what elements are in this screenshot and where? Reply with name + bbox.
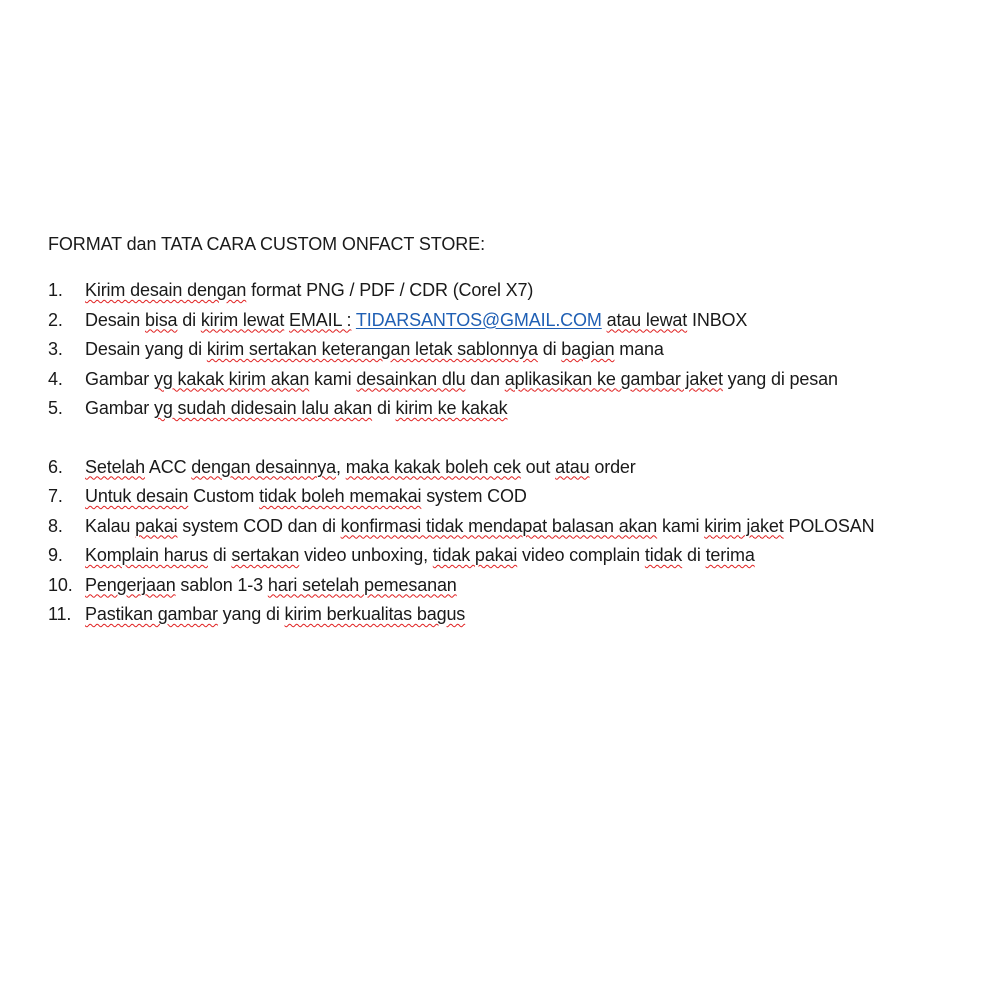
text-segment: video complain	[517, 545, 645, 565]
misspelled-word: kirim sertakan keterangan letak sablonnya	[206, 339, 538, 359]
list-item-number: 7.	[48, 486, 63, 506]
text-segment: di	[682, 545, 706, 565]
misspelled-word: Setelah	[85, 456, 145, 477]
text-segment: di	[537, 339, 562, 359]
list-item-text	[85, 575, 457, 595]
misspelled-word: tidak	[644, 545, 683, 565]
misspelled-word: Komplain harus	[85, 545, 208, 565]
text-segment: Desain	[85, 309, 145, 330]
misspelled-word: konfirmasi tidak mendapat balasan akan	[340, 515, 658, 536]
list-item-text	[85, 516, 874, 536]
text-segment: Kalau	[85, 515, 136, 536]
misspelled-word: maka kakak boleh cek	[345, 456, 521, 477]
misspelled-word: kirim jaket	[704, 515, 784, 536]
misspelled-word: kirim lewat	[200, 309, 285, 330]
list-item-text	[85, 369, 838, 389]
text-segment: POLOSAN	[783, 515, 875, 536]
list-item	[48, 482, 968, 512]
misspelled-word: kirim ke kakak	[395, 398, 508, 418]
list-item-text	[85, 457, 636, 477]
list-item-text	[85, 604, 465, 624]
list-item	[48, 335, 968, 365]
text-segment: dan	[465, 368, 505, 389]
misspelled-word: pakai	[135, 515, 178, 536]
list-item-number: 5.	[48, 398, 63, 418]
document-title: FORMAT dan TATA CARA CUSTOM ONFACT STORE:	[48, 234, 485, 254]
list-item-text	[85, 310, 747, 330]
text-segment: di	[177, 309, 201, 330]
list-item-text	[85, 545, 755, 565]
misspelled-word: Pengerjaan	[85, 574, 176, 595]
list-item	[48, 306, 968, 336]
list-item-number: 6.	[48, 456, 63, 477]
misspelled-word: yg sudah didesain lalu akan	[153, 398, 373, 418]
misspelled-word: Kirim desain dengan	[85, 280, 247, 300]
document-body	[48, 232, 968, 630]
text-segment: Gambar	[85, 398, 154, 418]
text-segment: format PNG / PDF / CDR (Corel X7)	[246, 280, 534, 300]
text-segment: Custom	[188, 486, 260, 506]
misspelled-word: aplikasikan ke gambar jaket	[504, 368, 723, 389]
text-segment: INBOX	[687, 309, 748, 330]
list-item	[48, 600, 968, 630]
instruction-list	[48, 276, 968, 630]
list-item-number: 2.	[48, 309, 63, 330]
list-item	[48, 276, 968, 306]
misspelled-word: Untuk desain	[85, 486, 189, 506]
text-segment: di	[207, 545, 232, 565]
misspelled-word: atau lewat	[606, 309, 688, 330]
text-segment: kami	[309, 368, 357, 389]
list-item	[48, 541, 968, 571]
misspelled-word: tidak boleh memakai	[259, 486, 422, 506]
misspelled-word: sertakan	[231, 545, 300, 565]
text-segment: ACC	[145, 456, 192, 477]
misspelled-word: dengan desainnya	[191, 456, 336, 477]
text-segment: di	[372, 398, 396, 418]
text-segment: mana	[614, 339, 664, 359]
text-segment: video unboxing,	[299, 545, 433, 565]
misspelled-word: kirim berkualitas bagus	[284, 604, 466, 624]
list-item-number: 11.	[48, 604, 72, 624]
list-item-number: 10.	[48, 574, 73, 595]
misspelled-word: Pastikan gambar	[85, 604, 218, 624]
misspelled-word: bisa	[144, 309, 178, 330]
misspelled-word: tidak pakai	[432, 545, 518, 565]
list-item	[48, 512, 945, 542]
text-segment: out	[520, 456, 556, 477]
list-item-number: 1.	[48, 280, 63, 300]
misspelled-word: terima	[705, 545, 755, 565]
text-segment: kami	[657, 515, 705, 536]
list-item-text	[85, 486, 527, 506]
text-segment: Desain yang di	[85, 339, 207, 359]
list-item-number: 9.	[48, 545, 63, 565]
text-segment: order	[589, 456, 636, 477]
misspelled-word: EMAIL :	[289, 309, 352, 330]
misspelled-word: atau	[555, 456, 590, 477]
text-segment: Gambar	[85, 368, 154, 389]
list-item-number: 3.	[48, 339, 63, 359]
text-segment: ,	[336, 456, 346, 477]
text-segment: yang di	[217, 604, 285, 624]
misspelled-word: bagian	[561, 339, 615, 359]
list-item	[48, 453, 968, 483]
text-segment: system COD	[421, 486, 527, 506]
list-item-text	[85, 398, 507, 418]
misspelled-word: hari setelah pemesanan	[267, 574, 457, 595]
email-link[interactable]: TIDARSANTOS@GMAIL.COM	[355, 309, 602, 330]
text-segment: sablon 1-3	[175, 574, 268, 595]
text-segment: yang di pesan	[722, 368, 838, 389]
text-segment: system COD dan di	[177, 515, 341, 536]
list-item	[48, 571, 968, 601]
misspelled-word: yg kakak kirim akan	[153, 368, 310, 389]
list-item	[48, 394, 968, 424]
list-item	[48, 365, 968, 395]
list-item-number: 4.	[48, 368, 63, 389]
misspelled-word: desainkan dlu	[356, 368, 466, 389]
list-item-number: 8.	[48, 515, 63, 536]
list-item-text	[85, 339, 664, 359]
list-item-text	[85, 280, 533, 300]
